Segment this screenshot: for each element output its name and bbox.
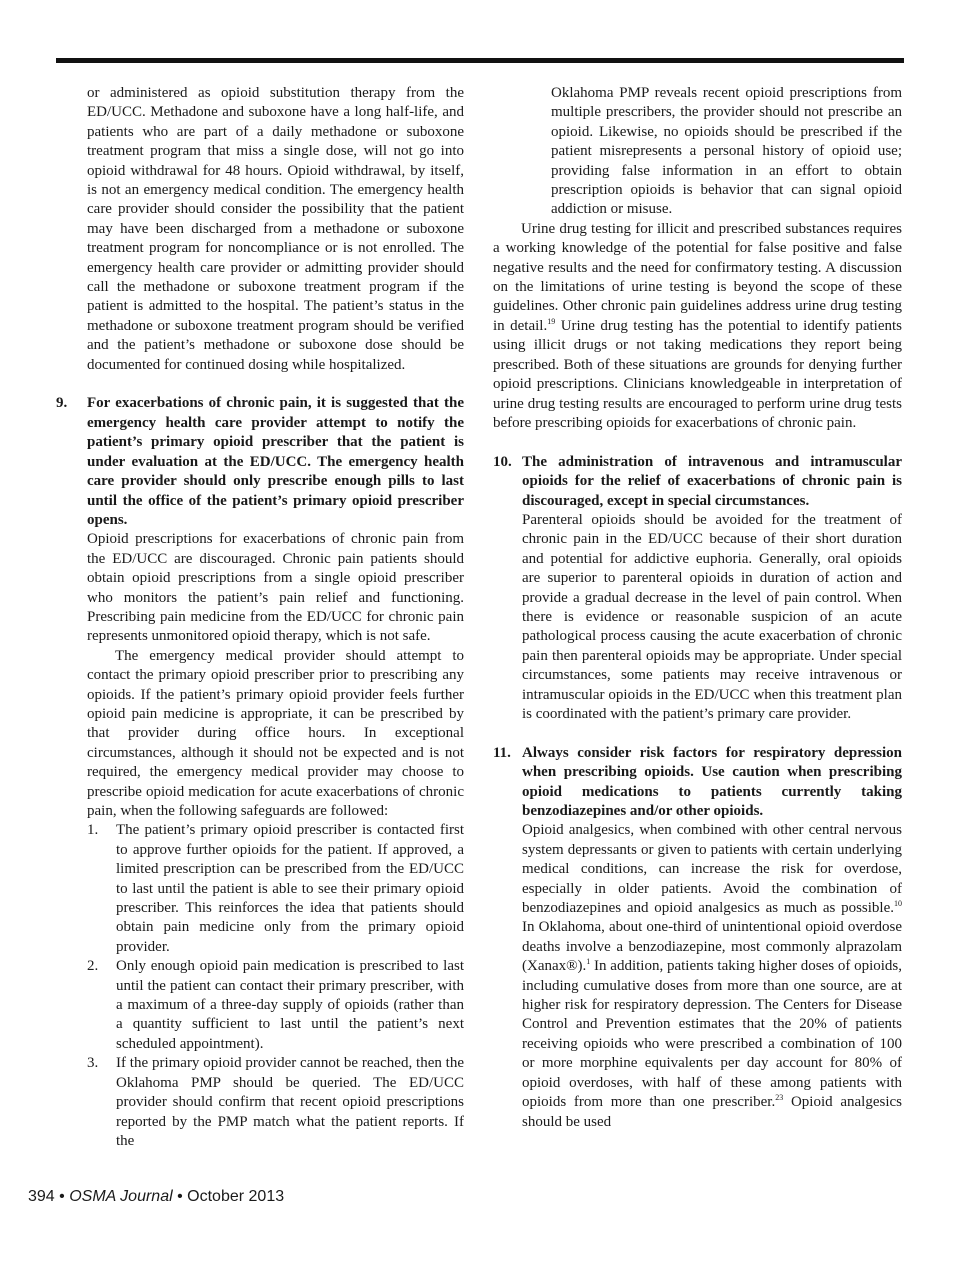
guideline-heading: The administration of intravenous and intramuscular opioids for the relief of exacerbations of chronic pain is discouraged, except in special circumstances. xyxy=(522,453,902,509)
text-run: Urine drug testing has the potential to identify patients using illicit drugs or not taking medications they report being prescribed. Both of these situations are grounds for denying further opioid prescriptions. Clinicians knowledgeable in interpretation of urine drug testing results are encouraged to perform urine drug tests before prescribing opioids for exacerbations of chronic pain. xyxy=(493,317,902,431)
text-run: In Oklahoma, about one-third of unintentional opioid overdose deaths involve a benzodiazepine, most commonly alprazolam (Xanax®). xyxy=(522,919,902,975)
top-rule xyxy=(56,58,904,63)
paragraph-continued: or administered as opioid substitution therapy from the ED/UCC. Methadone and suboxone have a long half-life, and patients who are part of a daily methadone or suboxone treatment program that miss a single dose, will not go into opioid withdrawal for 48 hours. Opioid withdrawal, by itself, is not an emergency medical condition. The emergency health care provider should consider the possibility that the patient may have been discharged from a methadone or suboxone treatment program for noncompliance or is not enrolled. The emergency health care provider or admitting provider should call the methadone or suboxone treatment program if the patient is admitted to the hospital. The patient’s status in the methadone or suboxone treatment program should be verified and the patient’s methadone or suboxone dose should be documented for continued dosing while hospitalized. xyxy=(87,85,464,373)
guideline-10 xyxy=(493,453,902,725)
safeguard-item xyxy=(87,821,464,957)
guideline-11 xyxy=(493,744,902,1132)
paragraph xyxy=(522,821,902,1132)
journal-name: OSMA Journal xyxy=(69,1188,173,1205)
text-run: Opioid analgesics, when combined with other central nervous system depressants or given to patients with certain underlying medical conditions, can increase the risk for overdose, especially in older patients. Avoid the combination of benzodiazepines and opioid analgesics as much as possible. xyxy=(522,822,902,917)
reference-marker: 19 xyxy=(547,316,556,326)
paragraph: The emergency medical provider should attempt to contact the primary opioid prescriber prior to prescribing any opioids. If the patient’s primary opioid provider feels further opioid pain medicine is appropriate, it can be prescribed by that provider during office hours. In exceptional circumstances, although it should not be expected and is not required, the emergency medical provider may choose to prescribe opioid medication for acute exacerbations of chronic pain, when the following safeguards are followed: xyxy=(87,647,464,820)
safeguard-number: 1. xyxy=(87,822,99,839)
safeguard-number: 3. xyxy=(87,1055,99,1072)
safeguard-number: 2. xyxy=(87,958,99,975)
text-run: In addition, patients taking higher doses of opioids, including cumulative doses from more than one source, are at higher risk for respiratory depression. The Centers for Disease Control and Prevention estimates that the 20% of patients receiving opioids who were prescribed a combination of 100 or more morphine equivalents per day account for 80% of opioid overdoses, with half of these among patients with opioids from more than one prescriber. xyxy=(522,958,902,1111)
guideline-heading: Always consider risk factors for respiratory depression when prescribing opioids. Use caution when prescribing opioid medications to patients currently taking benzodiazepines and/or other opioids. xyxy=(522,744,902,819)
footer-separator: • xyxy=(172,1188,188,1205)
guideline-number: 9. xyxy=(56,395,68,412)
paragraph-urine-testing xyxy=(493,220,902,433)
safeguard-item xyxy=(87,957,464,1054)
text-run: Opioid analgesics should be used xyxy=(522,1094,902,1130)
safeguard-item xyxy=(87,1054,464,1151)
safeguard-text: Only enough opioid pain medication is prescribed to last until the patient can contact their primary prescriber, with a maximum of a three-day supply of opioids (rather than a quantity sufficient to last until the patient’s next scheduled appointment). xyxy=(116,958,464,1052)
reference-marker: 10 xyxy=(894,899,902,909)
right-column xyxy=(493,84,902,1132)
guideline-number: 10. xyxy=(493,453,512,470)
footer-separator: • xyxy=(54,1188,70,1205)
text-run: Urine drug testing for illicit and prescribed substances requires a working knowledge of the potential for false positive and false negative results and the need for confirmatory testing. A discussion on the limitations of urine testing is beyond the scope of these guidelines. Other chronic pain guidelines address urine drug testing in detail. xyxy=(493,220,902,334)
safeguard-text: The patient’s primary opioid prescriber is contacted first to approve further opioids for the patient. If approved, a limited prescription can be prescribed from the ED/UCC to last until the patient is able to see their primary opioid prescriber. This reinforces the idea that patients should obtain pain medicine only from the primary opioid provider. xyxy=(116,822,464,955)
reference-marker: 1 xyxy=(586,957,591,967)
safeguard-text: If the primary opioid provider cannot be reached, then the Oklahoma PMP should be queried. The ED/UCC provider should confirm that recent opioid prescriptions reported by the PMP match what the patient reports. If the xyxy=(116,1055,464,1149)
guideline-number: 11. xyxy=(493,744,511,761)
guideline-9 xyxy=(56,394,464,530)
page-number: 394 xyxy=(28,1188,55,1205)
paragraph: Opioid prescriptions for exacerbations of chronic pain from the ED/UCC are discouraged. Chronic pain patients should obtain opioid prescriptions from a single opioid prescriber who monitors the patient’s pain relief and functioning. Prescribing pain medicine from the ED/UCC for chronic pain represents unmonitored opioid therapy, which is not safe. xyxy=(87,531,464,645)
guideline-heading: For exacerbations of chronic pain, it is suggested that the emergency health care provider attempt to notify the patient’s primary opioid prescriber that the patient is under evaluation at the ED/UCC. The emergency health care provider should only prescribe enough pills to last until the office of the patient’s primary opioid prescriber opens. xyxy=(87,395,464,528)
paragraph: Parenteral opioids should be avoided for the treatment of chronic pain in the ED/UCC because of their short duration and potential for addictive euphoria. Generally, oral opioids are superior to parenteral opioids in duration of action and provide a gradual decrease in the level of pain control. When there is evidence or reasonable suspicion of an acute pathological process causing the acute exacerbation of chronic pain then parenteral opioids may be appropriate. Under special circumstances, some patients may receive intravenous or intramuscular opioids in the ED/UCC when this treatment plan is coordinated with the patient’s primary care provider. xyxy=(522,511,902,722)
left-column xyxy=(56,84,464,1151)
safeguard-continued: Oklahoma PMP reveals recent opioid prescriptions from multiple prescribers, the provider should not prescribe an opioid. Likewise, no opioids should be prescribed if the patient misrepresents a personal history of opioid use; providing false information in an effort to obtain prescription opioids is behavior that can signal opioid addiction or misuse. xyxy=(551,85,902,218)
page-footer xyxy=(28,1188,284,1206)
reference-marker: 23 xyxy=(775,1093,784,1103)
issue-date: October 2013 xyxy=(187,1188,285,1205)
